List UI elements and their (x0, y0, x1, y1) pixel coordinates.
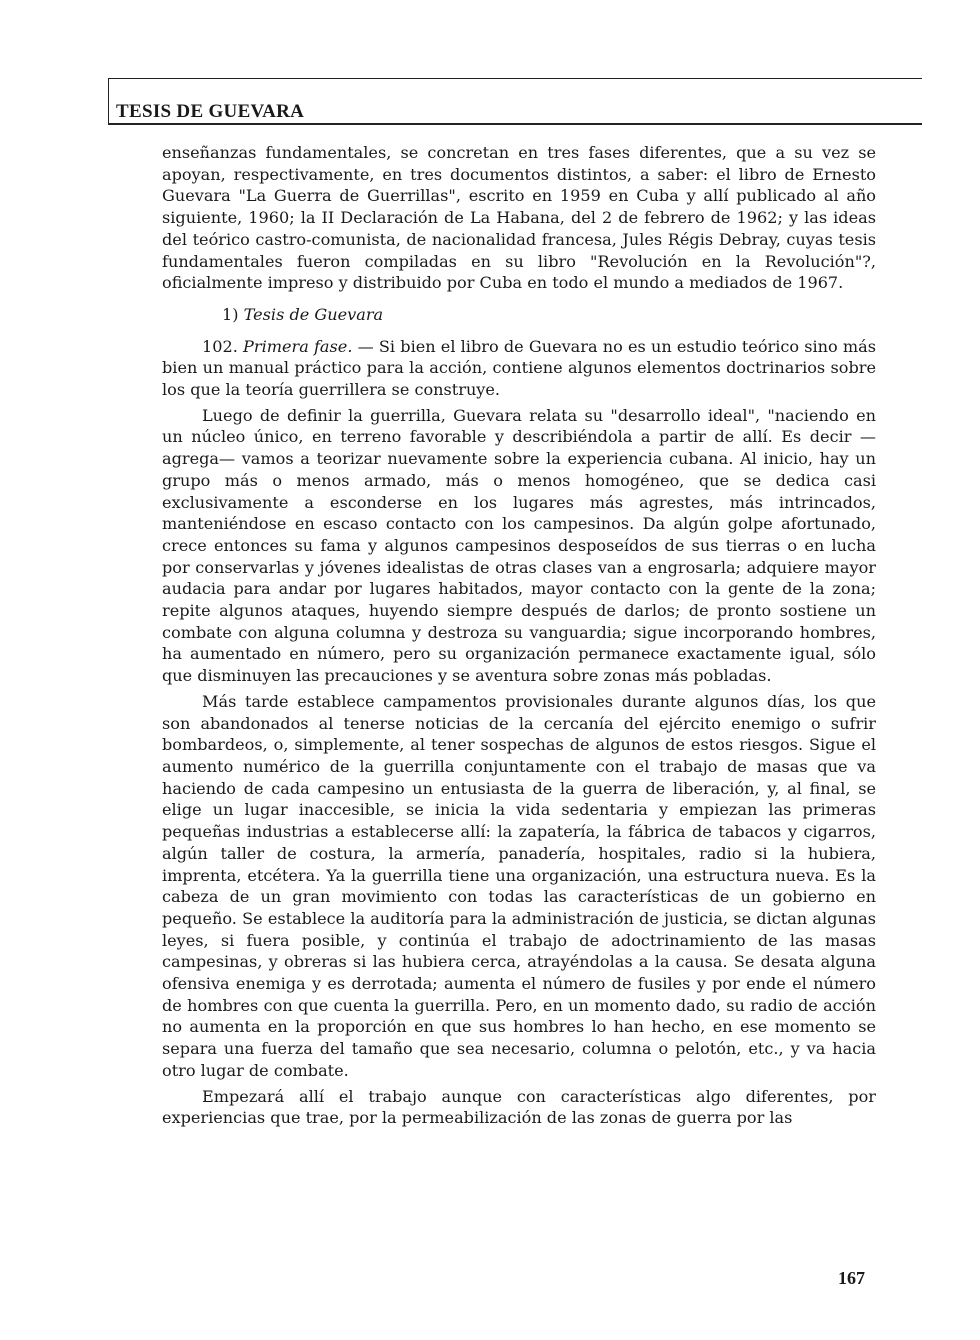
section-number: 1) (222, 304, 239, 324)
section-title: Tesis de Guevara (243, 304, 384, 324)
page-number: 167 (838, 1268, 865, 1288)
section-heading (162, 304, 876, 326)
paragraph-label: Primera fase. (243, 336, 353, 356)
header-bottom-rule (108, 123, 922, 125)
paragraph-102 (162, 336, 876, 401)
paragraph-desarrollo-ideal: Luego de definir la guerrilla, Guevara relata su "desarrollo ideal", "naciendo en un núcleo único, en terreno favorable y describiéndola a partir de allí. Es decir —agrega— vamos a teorizar nuevamente sobre la experiencia cubana. Al inicio, hay un grupo más o menos armado, más o menos homogéneo, que se dedica casi exclusivamente a esconderse en los lugares más agrestes, más intrincados, manteniéndose en escaso contacto con los campesinos. Da algún golpe afortunado, crece entonces su fama y algunos campesinos desposeídos de sus tierras o en lucha por conservarlas y jóvenes idealistas de otras clases van a engrosarla; adquiere mayor audacia para andar por lugares habitados, mayor contacto con la gente de la zona; repite algunos ataques, huyendo siempre después de darlos; de pronto sostiene un combate con alguna columna y destroza su vanguardia; sigue incorporando hombres, ha aumentado en número, pero su organización permanece exactamente igual, sólo que disminuyen las precauciones y se aventura sobre zonas más pobladas. (162, 405, 876, 686)
paragraph-campamentos: Más tarde establece campamentos provisionales durante algunos días, los que son abandonados al tenerse noticias de la cercanía del ejército enemigo o sufrir bombardeos, o, simplemente, al tener sospechas de algunos de estos riesgos. Sigue el aumento numérico de la guerrilla conjuntamente con el trabajo de masas que va haciendo de cada campesino un entusiasta de la guerra de liberación, y, al final, se elige un lugar inaccesible, se inicia la vida sedentaria y empiezan las primeras pequeñas industrias a establecerse allí: la zapatería, la fábrica de tabacos y cigarros, algún taller de costura, la armería, panadería, hospitales, radio si la hubiera, imprenta, etcétera. Ya la guerrilla tiene una organización, una estructura nueva. Es la cabeza de un gran movimiento con todas las características de un gobierno en pequeño. Se establece la auditoría para la administración de justicia, se dictan algunas leyes, si fuera posible, y continúa el trabajo de adoctrinamiento de las masas campesinas, y obreras si las hubiera cerca, atrayéndolas a la causa. Se desata alguna ofensiva enemiga y es derrotada; aumenta el número de fusiles y por ende el número de hombres con que cuenta la guerrilla. Pero, en un momento dado, su radio de acción no aumenta en la proporción en que sus hombres lo han hecho, en ese momento se separa una fuerza del tamaño que sea necesario, columna o pelotón, etc., y va hacia otro lugar de combate. (162, 691, 876, 1080)
header-top-rule (108, 78, 922, 79)
running-head: TESIS DE GUEVARA (116, 101, 305, 122)
paragraph-102-text: — Si bien el libro de Guevara no es un estudio teórico sino más bien un manual práctico para la acción, contiene algunos elementos doctrinarios sobre los que la teoría guerrillera se construye. (162, 336, 877, 400)
header-left-rule (108, 78, 109, 124)
paragraph-number: 102. (202, 336, 238, 356)
paragraph-empezara: Empezará allí el trabajo aunque con características algo diferentes, por experiencias que trae, por la permeabilización de las zonas de guerra por las (162, 1086, 876, 1128)
body-text (162, 142, 876, 1129)
paragraph-continuation: enseñanzas fundamentales, se concretan en tres fases diferentes, que a su vez se apoyan, respectivamente, en tres documentos distintos, a saber: el libro de Ernesto Guevara "La Guerra de Guerrillas", escrito en 1959 en Cuba y allí publicado al año siguiente, 1960; la II Declaración de La Habana, del 2 de febrero de 1962; y las ideas del teórico castro-comunista, de nacionalidad francesa, Jules Régis Debray, cuyas tesis fundamentales fueron compiladas en su libro "Revolución en la Revolución"?, oficialmente impreso y distribuido por Cuba en todo el mundo a mediados de 1967. (162, 143, 876, 293)
